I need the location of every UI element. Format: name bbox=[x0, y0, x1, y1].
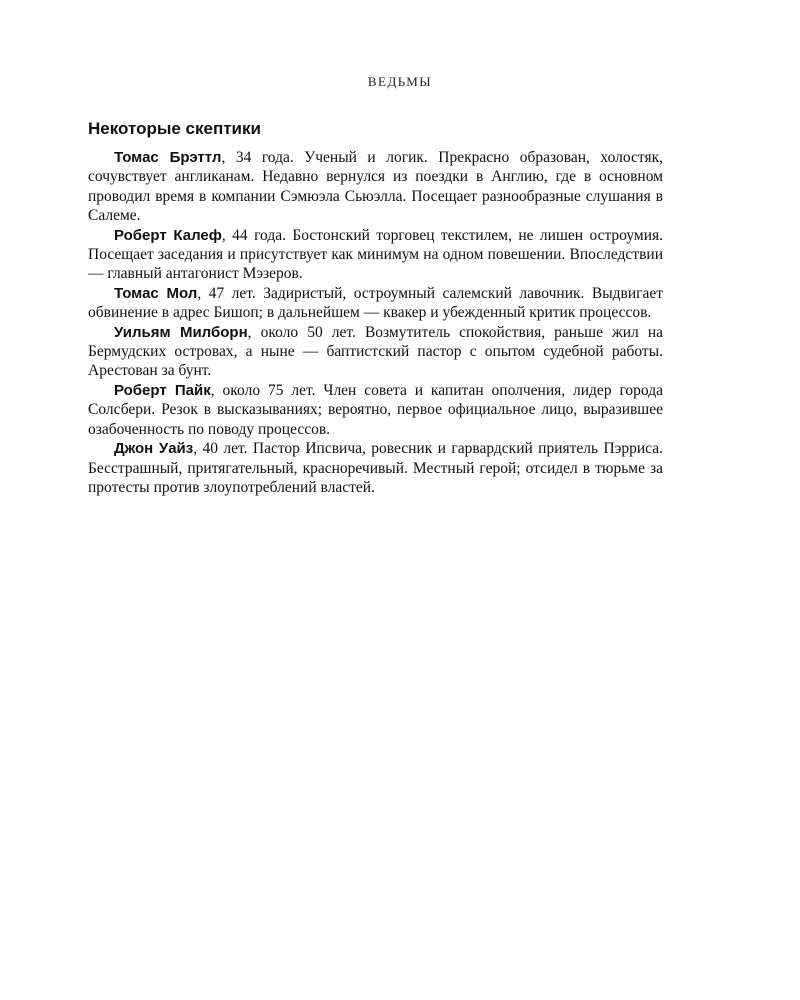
entry-text: , около 75 лет. Член совета и капитан ополчения, лидер города Солсбери. Резок в высказываниях; вероятно, первое официальное лицо, выразившее озабоченность по поводу процессов. bbox=[88, 381, 664, 438]
entry-text: , 47 лет. Задиристый, остроумный салемский лавочник. Выдвигает обвинение в адрес Бишоп; в дальнейшем — квакер и убежденный критик процессов. bbox=[88, 284, 664, 322]
entry-text: , около 50 лет. Возмутитель спокойствия, раньше жил на Бермудских островах, а ныне — баптистский пастор с опытом судебной работы. Арестован за бунт. bbox=[88, 323, 664, 380]
entry-name: Роберт Калеф bbox=[114, 226, 222, 244]
entry-text: , 44 года. Бостонский торговец текстилем, не лишен остроумия. Посещает заседания и присутствует как минимум на одном повешении. Впоследствии — главный антагонист Мэзеров. bbox=[88, 226, 663, 283]
entry-name: Роберт Пайк bbox=[114, 381, 211, 399]
section-title: Некоторые скептики bbox=[88, 119, 261, 138]
running-head: ВЕДЬМЫ bbox=[367, 74, 433, 89]
entry-calef bbox=[88, 226, 663, 284]
entry-maule bbox=[88, 284, 663, 323]
entry-milborne bbox=[88, 323, 663, 381]
entry-name: Томас Мол bbox=[114, 284, 198, 302]
entry-name: Уильям Милборн bbox=[114, 323, 248, 341]
entry-pike bbox=[88, 381, 663, 439]
entry-text: , 34 года. Ученый и логик. Прекрасно образован, холостяк, сочувствует англиканам. Недавно вернулся из поездки в Англию, где в основном проводил время в компании Сэмюэла Сьюэлла. Посещает разнообразные слушания в Салеме. bbox=[88, 149, 663, 225]
entry-name: Томас Брэттл bbox=[114, 149, 222, 166]
entries-list bbox=[88, 148, 663, 497]
entry-brattle bbox=[88, 148, 663, 226]
entry-name: Джон Уайз bbox=[114, 440, 194, 458]
entry-wise bbox=[88, 439, 663, 497]
entry-text: , 40 лет. Пастор Ипсвича, ровесник и гарвардский приятель Пэрриса. Бесстрашный, притягательный, красноречивый. Местный герой; отсидел в тюрьме за протесты против злоупотреблений властей. bbox=[88, 440, 663, 496]
